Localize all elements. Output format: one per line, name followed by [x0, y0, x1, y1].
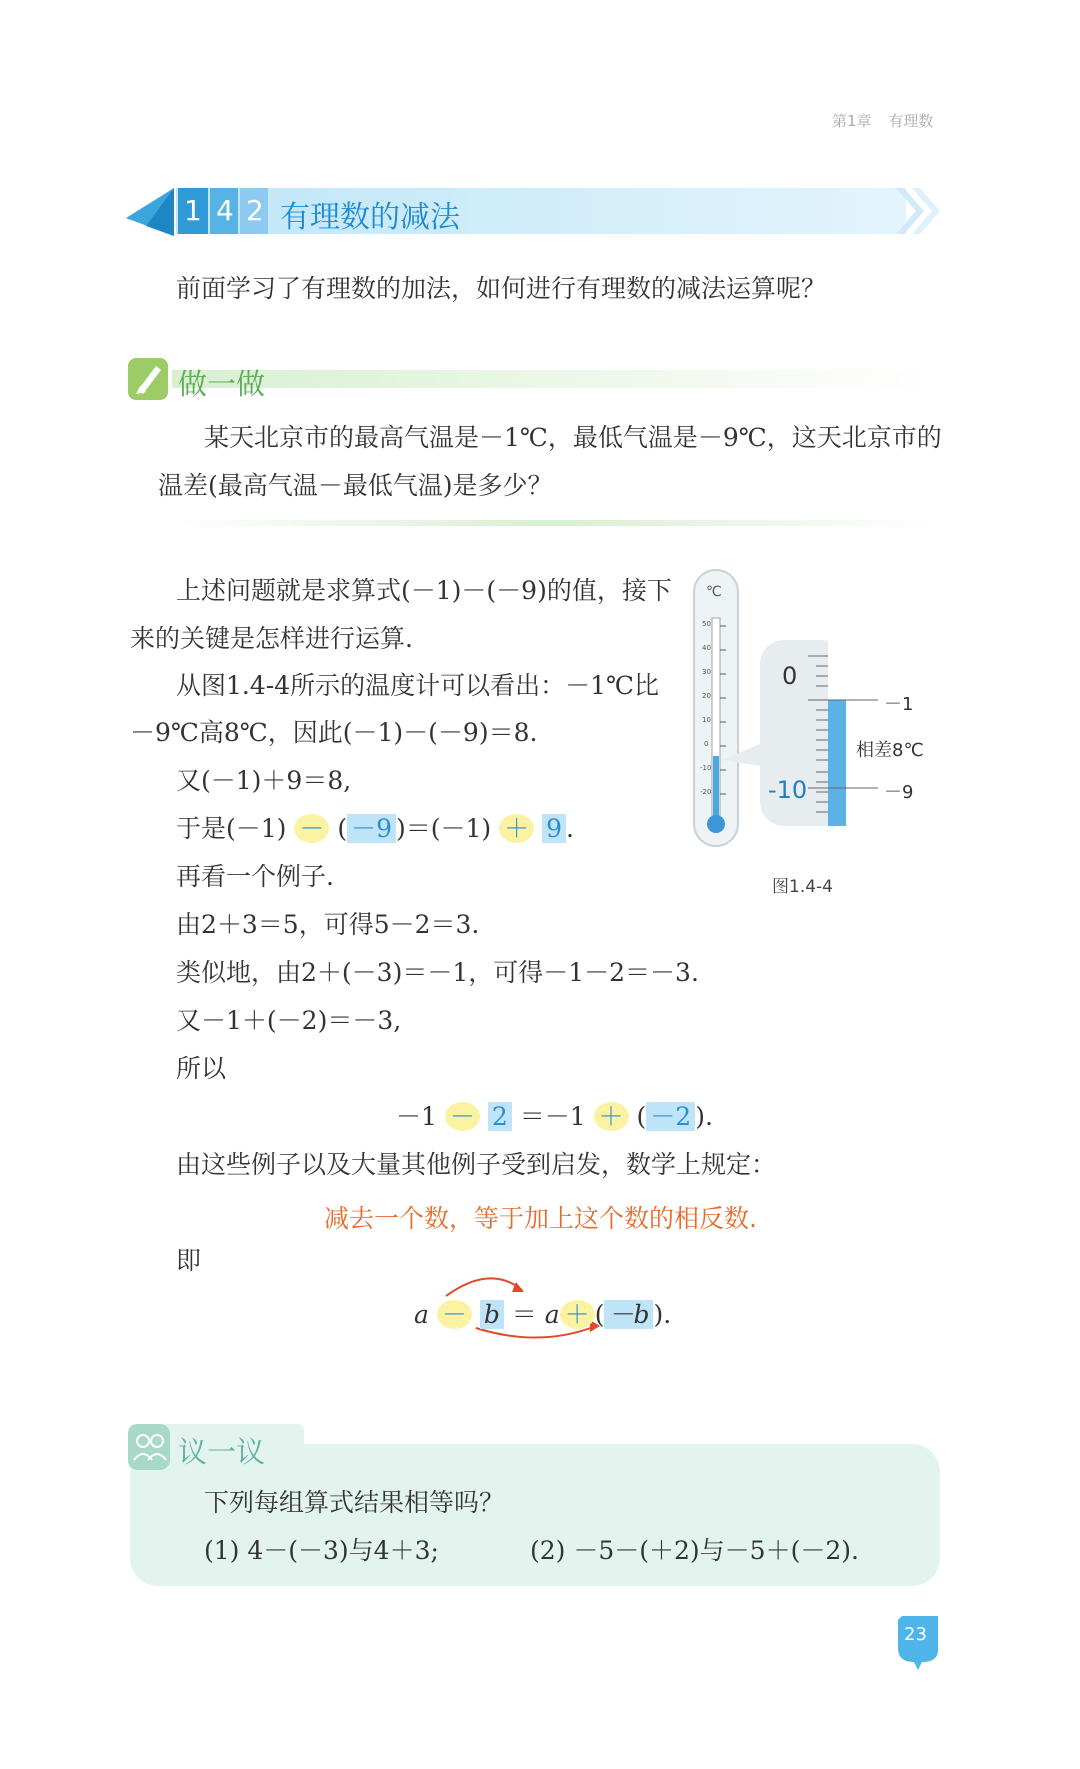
p4-neg9-highlight: －9 [347, 814, 396, 843]
eq-d: ). [695, 1102, 713, 1131]
p4-c: )＝(－1) [396, 814, 492, 843]
tick-50: 50 [702, 620, 711, 628]
p4-minus-highlight: － [294, 814, 329, 843]
activity-line-1: 某天北京市的最高气温是－1℃，最低气温是－9℃，这天北京市的 [204, 423, 942, 452]
body-p5: 再看一个例子. [176, 862, 334, 891]
figure-caption: 图1.4-4 [772, 877, 833, 897]
intro-text: 前面学习了有理数的加法，如何进行有理数的减法运算呢？ [176, 274, 827, 303]
zoom-label-0: 0 [782, 662, 798, 690]
p4-e: . [566, 814, 574, 843]
body-p2a: 从图1.4-4所示的温度计可以看出：－1℃比 [176, 671, 659, 700]
discussion-heading [126, 1422, 326, 1472]
formula-a2: a [544, 1300, 560, 1329]
tick-minus20: -20 [700, 788, 712, 796]
label-minus9: －9 [884, 782, 914, 803]
formula-plus: ＋ [560, 1300, 595, 1329]
body-p8: 又－1＋(－2)＝－3, [176, 1006, 402, 1035]
example-equation [396, 1104, 713, 1129]
body-p9: 所以 [176, 1054, 227, 1083]
thermometer-unit: ℃ [706, 584, 722, 600]
body-p1a: 上述问题就是求算式(－1)－(－9)的值，接下 [176, 576, 672, 605]
p4-a: 于是(－1) [176, 814, 287, 843]
tick-minus10: -10 [700, 764, 712, 772]
chapter-label: 第1章 [832, 112, 872, 130]
formula-lp: ( [594, 1300, 605, 1329]
body-p11: 即 [176, 1246, 202, 1275]
body-p7: 类似地，由2＋(－3)＝－1，可得－1－2＝－3. [176, 958, 699, 987]
tick-30: 30 [702, 668, 711, 676]
subtraction-rule: 减去一个数，等于加上这个数的相反数. [324, 1204, 757, 1233]
formula-minus: － [437, 1300, 472, 1329]
tick-20: 20 [702, 692, 711, 700]
formula-rp: ). [653, 1300, 672, 1329]
eq-plus-highlight: ＋ [594, 1102, 629, 1131]
section-title: 有理数的减法 [280, 200, 460, 235]
activity-divider [170, 520, 940, 526]
p4-b: ( [337, 814, 348, 843]
zoom-label-minus10: -10 [768, 776, 808, 804]
section-num-1: 1 [184, 194, 202, 227]
activity-heading [126, 356, 940, 402]
formula-text [414, 1302, 671, 1327]
section-num-3: 2 [246, 194, 264, 227]
chapter-title: 有理数 [888, 112, 934, 130]
thermometer-figure [680, 560, 940, 897]
body-p1b: 来的关键是怎样进行运算. [130, 624, 413, 653]
discussion-item-1: (1) 4－(－3)与4＋3; [204, 1536, 439, 1565]
rule-formula [410, 1268, 670, 1348]
body-p6: 由2＋3＝5，可得5－2＝3. [176, 910, 480, 939]
eq-a: －1 [396, 1102, 437, 1131]
discussion-item-2: (2) －5－(＋2)与－5＋(－2). [530, 1536, 859, 1565]
difference-label: 相差8℃ [856, 740, 924, 761]
eq-b: ＝－1 [519, 1102, 586, 1131]
tick-40: 40 [702, 644, 711, 652]
discussion-question: 下列每组算式结果相等吗？ [204, 1488, 505, 1517]
tick-0: 0 [704, 740, 709, 748]
page-number: 23 [904, 1624, 927, 1645]
formula-eq: ＝ [511, 1300, 537, 1329]
body-p3: 又(－1)＋9＝8, [176, 766, 352, 795]
formula-a: a [414, 1300, 429, 1329]
formula-negb: －b [604, 1300, 653, 1329]
activity-line-2: 温差(最高气温－最低气温)是多少？ [158, 471, 553, 500]
formula-b: b [480, 1300, 504, 1329]
eq-two-highlight: 2 [488, 1102, 512, 1131]
body-p4 [176, 816, 574, 841]
tick-10: 10 [702, 716, 711, 724]
eq-c: ( [636, 1102, 647, 1131]
label-minus1: －1 [884, 694, 914, 715]
eq-neg2-highlight: －2 [646, 1102, 695, 1131]
body-p10: 由这些例子以及大量其他例子受到启发，数学上规定： [176, 1150, 777, 1179]
running-header [832, 110, 933, 131]
page-number-badge [894, 1612, 942, 1670]
eq-minus-highlight: － [445, 1102, 480, 1131]
activity-title: 做一做 [178, 367, 266, 401]
body-p2b: －9℃高8℃，因此(－1)－(－9)＝8. [130, 718, 538, 747]
section-num-2: 4 [216, 194, 234, 227]
p4-plus-highlight: ＋ [499, 814, 534, 843]
section-banner [126, 182, 940, 242]
discussion-title: 议一议 [178, 1435, 266, 1469]
p4-nine-highlight: 9 [542, 814, 566, 843]
